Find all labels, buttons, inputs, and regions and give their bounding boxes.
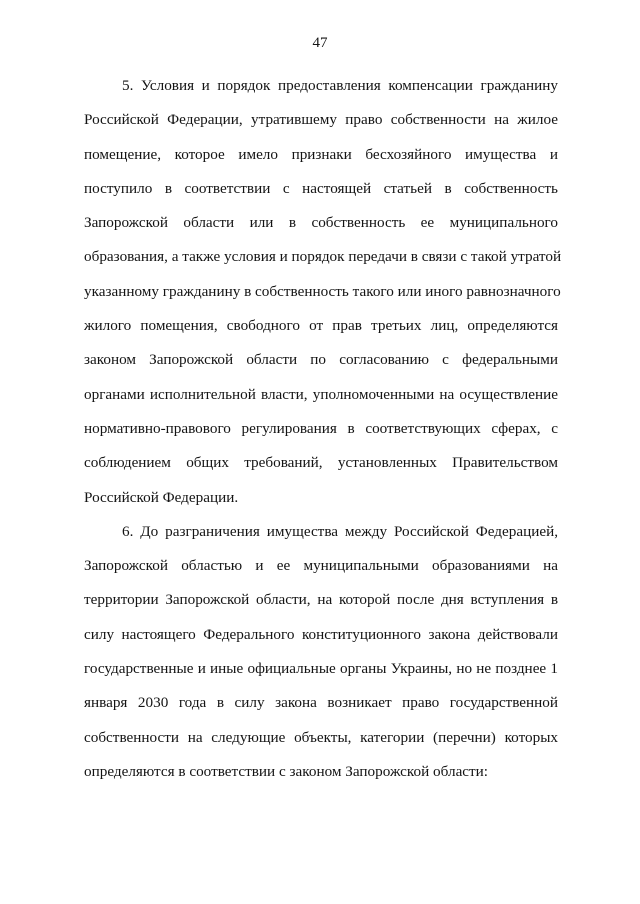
paragraph-line: указанному гражданину в собственность такого или иного равнозначного	[84, 282, 561, 300]
paragraph-line: силу настоящего Федерального конституционного закона действовали	[84, 625, 558, 643]
paragraph-line: определяются в соответствии с законом Запорожской области:	[84, 762, 489, 780]
paragraph-line: территории Запорожской области, на которой после дня вступления в	[84, 591, 558, 609]
paragraph-line: поступило в соответствии с настоящей статьей в собственность	[84, 179, 558, 197]
paragraph-line: Запорожской области или в собственность ее муниципального	[84, 214, 558, 232]
paragraph-line: законом Запорожской области по согласованию с федеральными	[84, 351, 558, 369]
paragraph-line: Российской Федерации, утратившему право собственности на жилое	[84, 111, 558, 129]
paragraph-line: органами исполнительной власти, уполномоченными на осуществление	[84, 385, 558, 403]
paragraph-line: образования, а также условия и порядок передачи в связи с такой утратой	[84, 248, 562, 266]
paragraph-line: Запорожской областью и ее муниципальными образованиями на	[84, 557, 558, 575]
paragraph-line: государственные и иные официальные органы Украины, но не позднее 1	[84, 660, 558, 678]
paragraph-line: 5. Условия и порядок предоставления компенсации гражданину	[122, 77, 558, 94]
paragraph-6	[84, 515, 558, 789]
document-body	[84, 69, 562, 789]
paragraph-line: помещение, которое имело признаки бесхозяйного имущества и	[84, 145, 558, 163]
paragraph-line: собственности на следующие объекты, категории (перечни) которых	[84, 728, 558, 746]
paragraph-line: соблюдением общих требований, установленных Правительством	[84, 454, 558, 472]
page-number: 47	[312, 35, 328, 51]
paragraph-line: Российской Федерации.	[84, 488, 239, 506]
paragraph-line: нормативно-правового регулирования в соответствующих сферах, с	[84, 419, 558, 437]
paragraph-line: жилого помещения, свободного от прав третьих лиц, определяются	[84, 317, 558, 335]
paragraph-line: 6. До разграничения имущества между Российской Федерацией,	[122, 522, 558, 540]
paragraph-line: января 2030 года в силу закона возникает право государственной	[84, 694, 558, 712]
paragraph-5	[84, 69, 562, 515]
